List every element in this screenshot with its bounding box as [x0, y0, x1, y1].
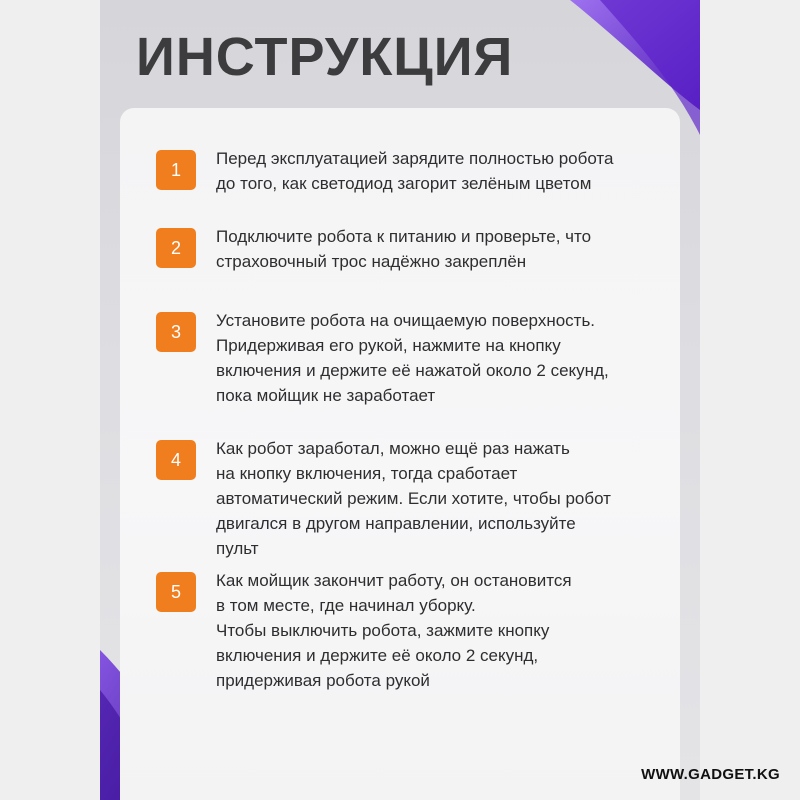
step-number-badge: 3: [156, 312, 196, 352]
step-number-badge: 5: [156, 572, 196, 612]
step-text: Установите робота на очищаемую поверхность. Придерживая его рукой, нажмите на кнопку включения и держите её нажатой около 2 секунд, пока мойщик не заработает: [216, 311, 609, 405]
step-text: Подключите робота к питанию и проверьте, что страховочный трос надёжно закреплён: [216, 227, 592, 271]
step-text: Перед эксплуатацией зарядите полностью робота до того, как светодиод загорит зелёным цветом: [216, 149, 614, 193]
page-title: ИНСТРУКЦИЯ: [136, 27, 514, 87]
step-number-badge: 1: [156, 150, 196, 190]
instruction-card: [120, 108, 680, 800]
step-text: Как мойщик закончит работу, он остановится в том месте, где начинал уборку. Чтобы выключить робота, зажмите кнопку включения и держите её около 2 секунд, придерживая робота рукой: [216, 571, 572, 690]
step-number-badge: 4: [156, 440, 196, 480]
site-watermark: WWW.GADGET.KG: [641, 766, 780, 783]
step-number-badge: 2: [156, 228, 196, 268]
step-text: Как робот заработал, можно ещё раз нажать на кнопку включения, тогда сработает автоматический режим. Если хотите, чтобы робот двигался в другом направлении, используйте пульт: [216, 439, 611, 558]
instruction-poster: [100, 0, 700, 800]
